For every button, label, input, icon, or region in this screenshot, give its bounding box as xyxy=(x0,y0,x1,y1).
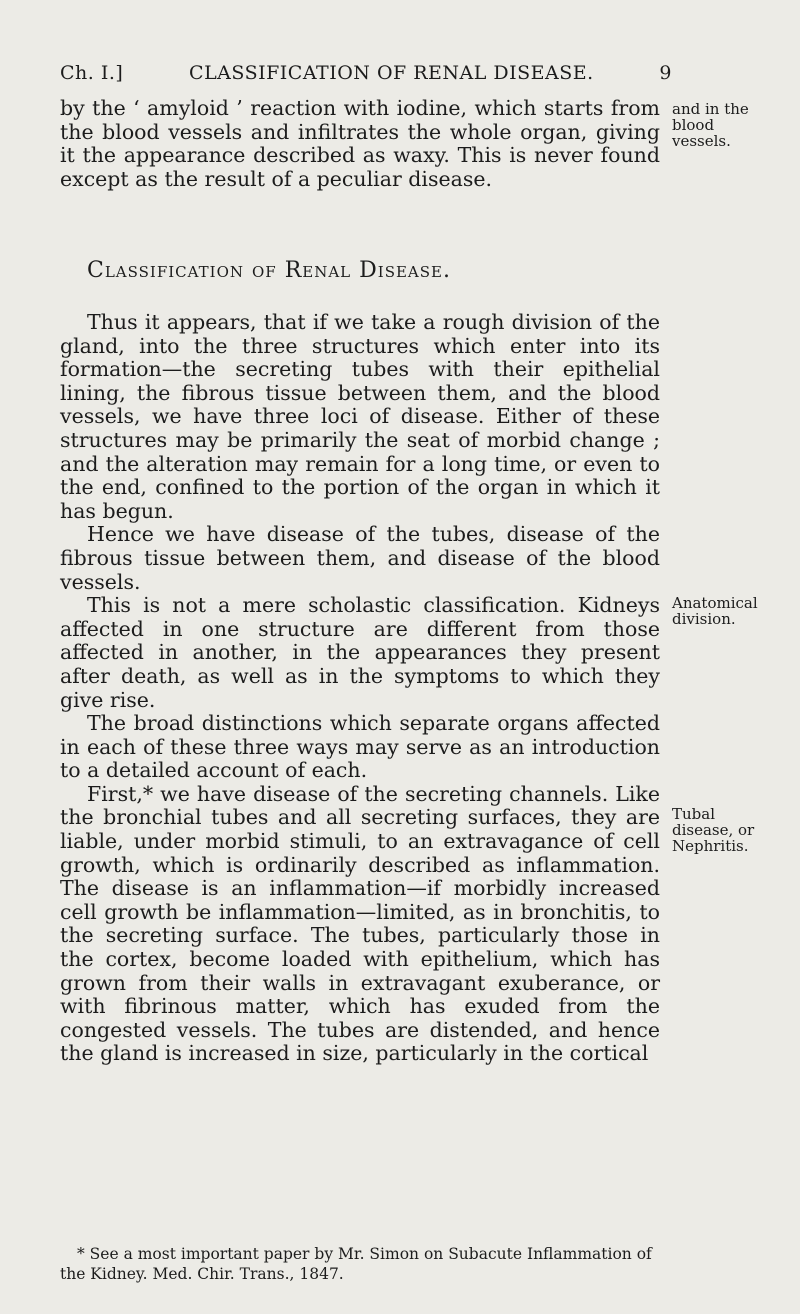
opening-text xyxy=(60,97,660,191)
paragraph: Hence we have disease of the tubes, disease of the fibrous tissue between them, and disease of the blood vessels. xyxy=(60,522,660,594)
running-header xyxy=(60,62,672,84)
footnote xyxy=(60,1244,670,1284)
paragraph: Thus it appears, that if we take a rough division of the gland, into the three structures which enter into its formation—the secreting tubes with their epithelial lining, the fibrous tissue between them, and the blood vessels, we have three loci of disease. Either of these structures may be primarily the seat of morbid change ; and the alteration may remain for a long time, or even to the end, confined to the portion of the organ in which it has begun. xyxy=(60,310,660,523)
paragraph: First,* we have disease of the secreting channels. Like the bronchial tubes and all secreting surfaces, they are liable, under morbid stimuli, to an extravagance of cell growth, which is ordinarily described as inflammation. The disease is an inflammation—if morbidly increased cell growth be inflammation—limited, as in bronchitis, to the secreting surface. The tubes, particularly those in the cortex, become loaded with epithelium, which has grown from their walls in extravagant exuberance, or with fibrinous matter, which has exuded from the congested vessels. The tubes are distended, and hence the gland is increased in size, particularly in the cortical xyxy=(60,781,660,1066)
main-text xyxy=(60,311,660,1066)
chapter-label: Ch. I.] xyxy=(60,62,124,84)
running-title: CLASSIFICATION OF RENAL DISEASE. xyxy=(189,62,594,84)
paragraph: The broad distinctions which separate organs affected in each of these three ways may serve as an introduction to a detailed account of each. xyxy=(60,711,660,783)
margin-note: and in the blood vessels. xyxy=(672,100,749,150)
footnote-text: * See a most important paper by Mr. Simon on Subacute Inflammation of the Kidney. Med. Chir. Trans., 1847. xyxy=(60,1245,652,1283)
section-heading: Classification of Renal Disease. xyxy=(87,258,451,283)
margin-note: Tubal disease, or Nephritis. xyxy=(672,805,755,855)
paragraph: This is not a mere scholastic classification. Kidneys affected in one structure are different from those affected in another, in the appearances they present after death, as well as in the symptoms to which they give rise. xyxy=(60,593,660,712)
continuation-paragraph: by the ‘ amyloid ’ reaction with iodine, which starts from the blood vessels and infiltrates the whole organ, giving it the appearance described as waxy. This is never found except as the result of a peculiar disease. xyxy=(60,96,660,191)
margin-note: Anatomical division. xyxy=(672,594,758,628)
page-number: 9 xyxy=(659,62,672,84)
